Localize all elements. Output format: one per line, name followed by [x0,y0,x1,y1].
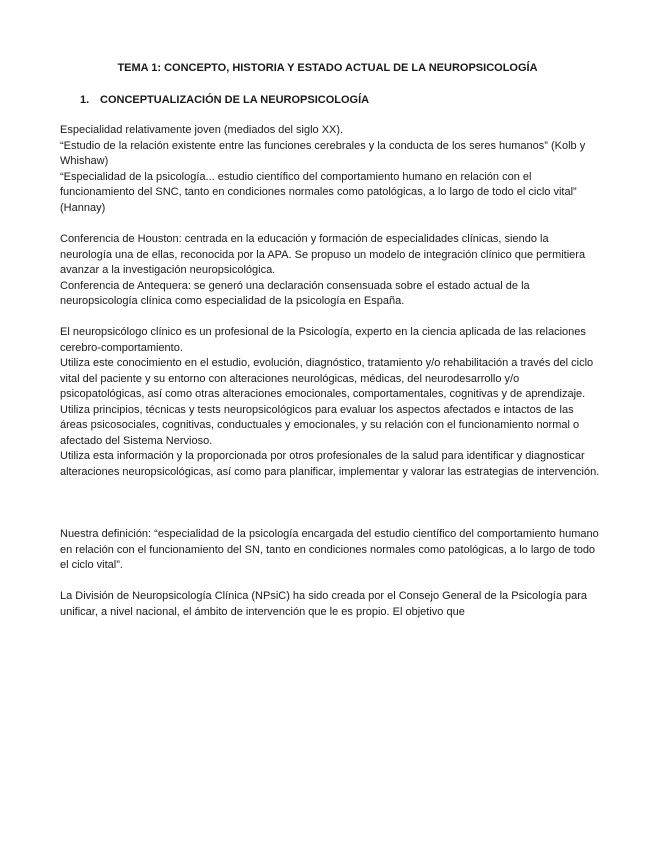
document-title: TEMA 1: CONCEPTO, HISTORIA Y ESTADO ACTUAL DE LA NEUROPSICOLOGÍA [117,62,538,74]
text-block-intro [60,123,600,216]
paragraph: Utiliza principios, técnicas y tests neuropsicológicos para evaluar los aspectos afectados e intactos de las áreas psicosociales, cognitivas, conductuales y emocionales, y su relación con el funcionamiento normal o afectado del Sistema Nervioso. [60,403,580,447]
paragraph-npsic: La División de Neuropsicología Clínica (NPsiC) ha sido creada por el Consejo General de la Psicología para unificar, a nivel nacional, el ámbito de intervención que le es propio. El objetivo que [60,590,588,618]
text-block-npsic [60,589,600,620]
paragraph-antequera: Conferencia de Antequera: se generó una declaración consensuada sobre el estado actual de la neuropsicología clínica como especialidad de la psicología en España. [60,279,530,307]
text-block-neuropsychologist [60,325,600,480]
section-number: 1. [80,94,90,106]
paragraph-houston: Conferencia de Houston: centrada en la educación y formación de especialidades clínicas, siendo la neurología una de ellas, reconocida por la APA. Se propuso un modelo de integración clínico que permitiera avanzar a la investigación neuropsicológica. [60,233,586,276]
text-block-conferences [60,232,600,310]
paragraph-quote-hannay: “Especialidad de la psicología... estudio científico del comportamiento humano en relación con el funcionamiento del SNC, tanto en condiciones normales como patológicas, a lo largo de todo el ciclo vital” (Hannay) [60,170,577,214]
paragraph: Utiliza este conocimiento en el estudio, evolución, diagnóstico, tratamiento y/o rehabilitación a través del ciclo vital del paciente y su entorno con alteraciones neurológicas, médicas, del neurodesarrollo y/o psicopatológicas, así como otras alteraciones emocionales, comportamentales, cognitivas y de aprendizaje. [60,357,594,400]
paragraph: Utiliza esta información y la proporcionada por otros profesionales de la salud para identificar y diagnosticar alteraciones neuropsicológicas, así como para planificar, implementar y valorar las estrategias de intervención. [60,450,600,478]
paragraph-quote-kolb: “Estudio de la relación existente entre las funciones cerebrales y la conducta de los seres humanos” (Kolb y Whishaw) [60,139,586,167]
section-title: CONCEPTUALIZACIÓN DE LA NEUROPSICOLOGÍA [100,94,370,106]
section-heading [80,93,369,107]
text-block-definition [60,527,600,574]
paragraph: El neuropsicólogo clínico es un profesional de la Psicología, experto en la ciencia aplicada de las relaciones cerebro-comportamiento. [60,326,586,354]
paragraph-definition: Nuestra definición: “especialidad de la psicología encargada del estudio científico del comportamiento humano en relación con el funcionamiento del SN, tanto en condiciones normales como patológicas, a lo largo de todo el ciclo vital”. [60,528,599,571]
paragraph: Especialidad relativamente joven (mediados del siglo XX). [60,124,344,136]
